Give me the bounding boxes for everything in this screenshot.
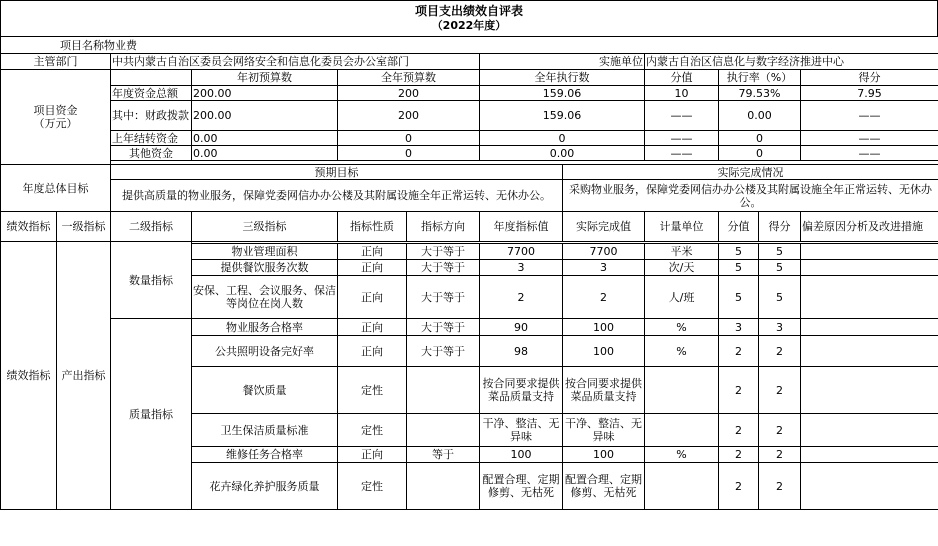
ind-row-name: 维修任务合格率 (192, 447, 338, 463)
project-row (1, 37, 938, 54)
ind-row-unit: 平米 (645, 244, 719, 260)
goals-actual-header: 实际完成情况 (563, 165, 938, 180)
title-block (0, 0, 938, 36)
fund-row-score-val: 10 (645, 86, 719, 101)
ind-level2-quality: 质量指标 (111, 319, 192, 510)
ind-row-score-val: 5 (719, 260, 759, 276)
ind-row-name: 餐饮质量 (192, 367, 338, 414)
fund-row-exec: 0.00 (480, 146, 645, 161)
ind-header-category: 绩效指标 (1, 212, 57, 242)
fund-row-rate: 79.53% (719, 86, 801, 101)
page-subtitle: （2022年度） (431, 19, 507, 32)
ind-row-score-val: 2 (719, 367, 759, 414)
ind-row-direction: 大于等于 (407, 319, 480, 336)
ind-row-nature: 定性 (338, 414, 407, 447)
ind-row-reason (801, 447, 938, 463)
ind-row-target: 100 (480, 447, 563, 463)
ind-row-nature: 正向 (338, 276, 407, 319)
page-title: 项目支出绩效自评表 (414, 4, 523, 18)
goals-expected-header: 预期目标 (111, 165, 563, 180)
ind-row-direction: 大于等于 (407, 276, 480, 319)
ind-header-actual: 实际完成值 (563, 212, 645, 242)
ind-row-reason (801, 260, 938, 276)
fund-row-initial: 200.00 (192, 86, 338, 101)
unit-value: 内蒙古自治区信息化与数字经济推进中心 (645, 54, 938, 70)
ind-header-level2: 二级指标 (111, 212, 192, 242)
fund-row-name: 上年结转资金 (111, 131, 192, 146)
ind-row-target: 7700 (480, 244, 563, 260)
fund-header-blank (111, 70, 192, 86)
project-value: 物业费 (104, 38, 137, 52)
ind-row-score: 5 (759, 276, 801, 319)
ind-row-score-val: 2 (719, 414, 759, 447)
ind-row-target: 按合同要求提供菜品质量支持 (480, 367, 563, 414)
ind-row-target: 配置合理、定期修剪、无枯死 (480, 463, 563, 510)
ind-header-level3: 三级指标 (192, 212, 338, 242)
ind-row-name: 卫生保洁质量标准 (192, 414, 338, 447)
ind-header-nature: 指标性质 (338, 212, 407, 242)
ind-row-name: 物业管理面积 (192, 244, 338, 260)
ind-header-reason: 偏差原因分析及改进措施 (801, 212, 938, 242)
indicator-header-row (1, 212, 938, 242)
fund-header-annual: 全年预算数 (338, 70, 480, 86)
ind-row-nature: 正向 (338, 447, 407, 463)
fund-header-exec: 全年执行数 (480, 70, 645, 86)
fund-row-rate: 0 (719, 131, 801, 146)
ind-row-reason (801, 319, 938, 336)
ind-row-actual: 配置合理、定期修剪、无枯死 (563, 463, 645, 510)
ind-row-name: 提供餐饮服务次数 (192, 260, 338, 276)
ind-row-score-val: 2 (719, 336, 759, 367)
ind-row-actual: 100 (563, 336, 645, 367)
ind-row-score-val: 5 (719, 276, 759, 319)
ind-header-score-val: 分值 (719, 212, 759, 242)
fund-row-score: —— (801, 131, 938, 146)
fund-row-score-val: —— (645, 146, 719, 161)
ind-row-nature: 正向 (338, 260, 407, 276)
goals-header-row (1, 165, 938, 180)
ind-row-unit (645, 367, 719, 414)
ind-row-target: 3 (480, 260, 563, 276)
ind-row-direction (407, 414, 480, 447)
fund-header-initial: 年初预算数 (192, 70, 338, 86)
ind-row-target: 98 (480, 336, 563, 367)
ind-row-score: 2 (759, 414, 801, 447)
ind-row-actual: 100 (563, 319, 645, 336)
ind-row-direction (407, 367, 480, 414)
ind-row-score: 5 (759, 244, 801, 260)
unit-label: 实施单位 (480, 54, 645, 70)
goals-actual: 采购物业服务，保障党委网信办办公楼及其附属设施全年正常运转、无休办公。 (563, 180, 938, 212)
fund-row-initial: 0.00 (192, 131, 338, 146)
ind-level1: 产出指标 (57, 242, 111, 510)
ind-row-actual: 7700 (563, 244, 645, 260)
fund-header-score-val: 分值 (645, 70, 719, 86)
ind-row-nature: 正向 (338, 244, 407, 260)
goals-expected: 提供高质量的物业服务，保障党委网信办办公楼及其附属设施全年正常运转、无休办公。 (111, 180, 563, 212)
ind-row-actual: 按合同要求提供菜品质量支持 (563, 367, 645, 414)
ind-header-level1: 一级指标 (57, 212, 111, 242)
goals-label: 年度总体目标 (1, 165, 111, 212)
ind-row-score: 2 (759, 463, 801, 510)
fund-row-rate: 0.00 (719, 101, 801, 131)
ind-row-unit (645, 463, 719, 510)
fund-row-annual: 200 (338, 101, 480, 131)
fund-row-name: 其他资金 (111, 146, 192, 161)
fund-row-annual: 0 (338, 131, 480, 146)
ind-row-name: 花卉绿化养护服务质量 (192, 463, 338, 510)
ind-row-unit: % (645, 336, 719, 367)
fund-row-score: —— (801, 146, 938, 161)
ind-row-score: 3 (759, 319, 801, 336)
ind-row-name: 公共照明设备完好率 (192, 336, 338, 367)
fund-row-score-val: —— (645, 131, 719, 146)
ind-row-nature: 定性 (338, 463, 407, 510)
fund-row (1, 86, 938, 101)
ind-row-reason (801, 336, 938, 367)
fund-row-annual: 0 (338, 146, 480, 161)
ind-row-nature: 正向 (338, 336, 407, 367)
ind-row-actual: 100 (563, 447, 645, 463)
ind-row-score: 2 (759, 336, 801, 367)
ind-row-score: 5 (759, 260, 801, 276)
fund-row-name: 年度资金总额 (111, 86, 192, 101)
project-cell (1, 37, 938, 54)
ind-row-direction (407, 463, 480, 510)
ind-row-actual: 干净、整洁、无异味 (563, 414, 645, 447)
ind-row-unit: % (645, 319, 719, 336)
ind-row-score-val: 5 (719, 244, 759, 260)
fund-row-initial: 200.00 (192, 101, 338, 131)
ind-row-unit: % (645, 447, 719, 463)
ind-row-reason (801, 463, 938, 510)
evaluation-table (0, 36, 938, 510)
fund-row-exec: 159.06 (480, 101, 645, 131)
ind-row-name: 物业服务合格率 (192, 319, 338, 336)
fund-header-rate: 执行率（%） (719, 70, 801, 86)
fund-row-initial: 0.00 (192, 146, 338, 161)
ind-row-direction: 大于等于 (407, 260, 480, 276)
ind-row-score: 2 (759, 447, 801, 463)
fund-row-name: 其中：财政拨款 (111, 101, 192, 131)
ind-row-nature: 正向 (338, 319, 407, 336)
fund-header-row (1, 70, 938, 86)
ind-row-direction: 等于 (407, 447, 480, 463)
fund-row-score: —— (801, 101, 938, 131)
fund-row-score: 7.95 (801, 86, 938, 101)
ind-row-unit (645, 414, 719, 447)
ind-row-score-val: 3 (719, 319, 759, 336)
ind-row-reason (801, 276, 938, 319)
ind-level2-quantity: 数量指标 (111, 242, 192, 319)
fund-header-score: 得分 (801, 70, 938, 86)
ind-row-target: 90 (480, 319, 563, 336)
ind-row-direction: 大于等于 (407, 336, 480, 367)
ind-row-unit: 次/天 (645, 260, 719, 276)
ind-row-score-val: 2 (719, 463, 759, 510)
fund-row-rate: 0 (719, 146, 801, 161)
ind-row-score: 2 (759, 367, 801, 414)
ind-header-score: 得分 (759, 212, 801, 242)
ind-row-target: 2 (480, 276, 563, 319)
project-label: 项目名称 (60, 38, 104, 52)
fund-row-annual: 200 (338, 86, 480, 101)
ind-row-reason (801, 244, 938, 260)
fund-label: 项目资金 （万元） (1, 70, 111, 165)
indicator-row (1, 319, 938, 336)
ind-header-direction: 指标方向 (407, 212, 480, 242)
ind-row-target: 干净、整洁、无异味 (480, 414, 563, 447)
fund-row (1, 131, 938, 146)
dept-value: 中共内蒙古自治区委员会网络安全和信息化委员会办公室部门 (111, 54, 480, 70)
ind-row-actual: 3 (563, 260, 645, 276)
fund-row (1, 101, 938, 131)
fund-row-exec: 0 (480, 131, 645, 146)
fund-row-exec: 159.06 (480, 86, 645, 101)
ind-row-score-val: 2 (719, 447, 759, 463)
ind-row-direction: 大于等于 (407, 244, 480, 260)
ind-row-reason (801, 367, 938, 414)
ind-row-nature: 定性 (338, 367, 407, 414)
dept-row (1, 54, 938, 70)
ind-header-target: 年度指标值 (480, 212, 563, 242)
dept-label: 主管部门 (1, 54, 111, 70)
ind-category: 绩效指标 (1, 242, 57, 510)
fund-row (1, 146, 938, 161)
ind-row-reason (801, 414, 938, 447)
fund-row-score-val: —— (645, 101, 719, 131)
ind-row-name: 安保、工程、会议服务、保洁等岗位在岗人数 (192, 276, 338, 319)
goals-content-row (1, 180, 938, 212)
ind-row-actual: 2 (563, 276, 645, 319)
ind-row-unit: 人/班 (645, 276, 719, 319)
ind-header-unit: 计量单位 (645, 212, 719, 242)
